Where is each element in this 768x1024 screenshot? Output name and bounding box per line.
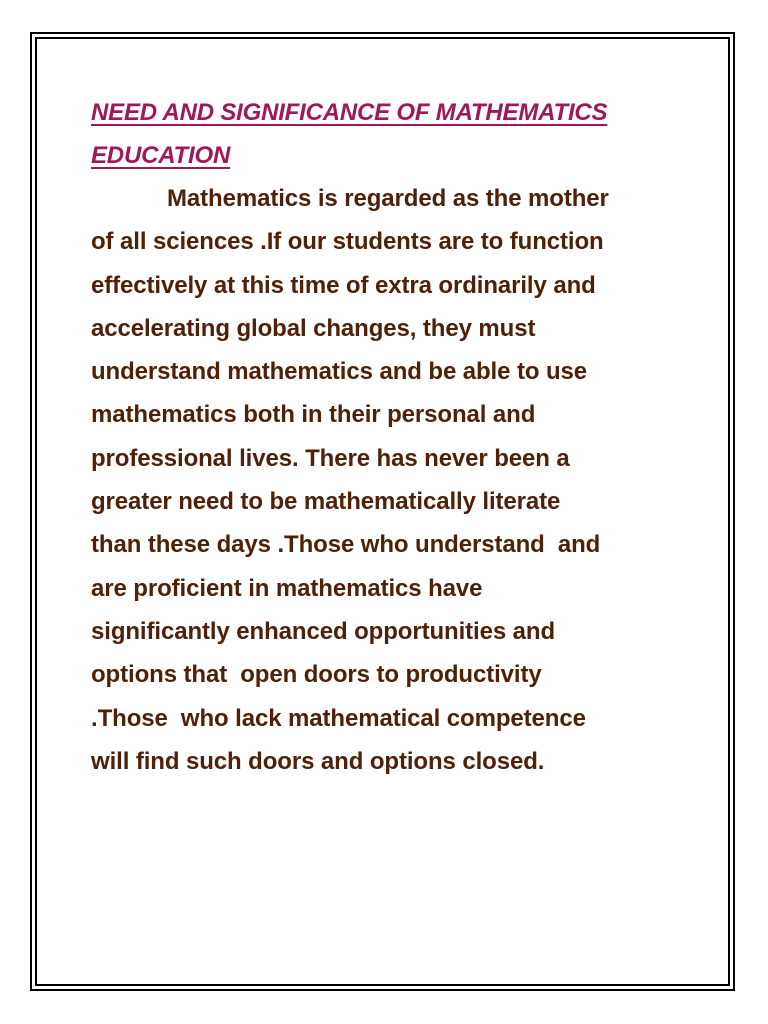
body-line: will find such doors and options closed. xyxy=(91,747,545,775)
body-line: effectively at this time of extra ordinarily and xyxy=(91,271,596,299)
title-line: NEED AND SIGNIFICANCE OF MATHEMATICS xyxy=(91,99,608,126)
body-paragraph xyxy=(91,177,681,783)
body-line: significantly enhanced opportunities and xyxy=(91,617,556,645)
body-line: .Those who lack mathematical competence xyxy=(91,704,586,732)
body-line: mathematics both in their personal and xyxy=(91,401,536,429)
body-line: of all sciences .If our students are to function xyxy=(91,228,604,256)
document-content xyxy=(91,91,681,783)
body-line: professional lives. There has never been a xyxy=(91,444,570,472)
body-line: understand mathematics and be able to use xyxy=(91,358,588,386)
body-line: are proficient in mathematics have xyxy=(91,574,483,602)
page-title xyxy=(91,91,681,177)
body-line: greater need to be mathematically literate xyxy=(91,488,561,516)
title-line: EDUCATION xyxy=(91,142,231,169)
body-line: Mathematics is regarded as the mother xyxy=(167,185,609,212)
body-line: than these days .Those who understand and xyxy=(91,531,601,559)
body-line: options that open doors to productivity xyxy=(91,661,542,689)
body-line: accelerating global changes, they must xyxy=(91,314,536,342)
